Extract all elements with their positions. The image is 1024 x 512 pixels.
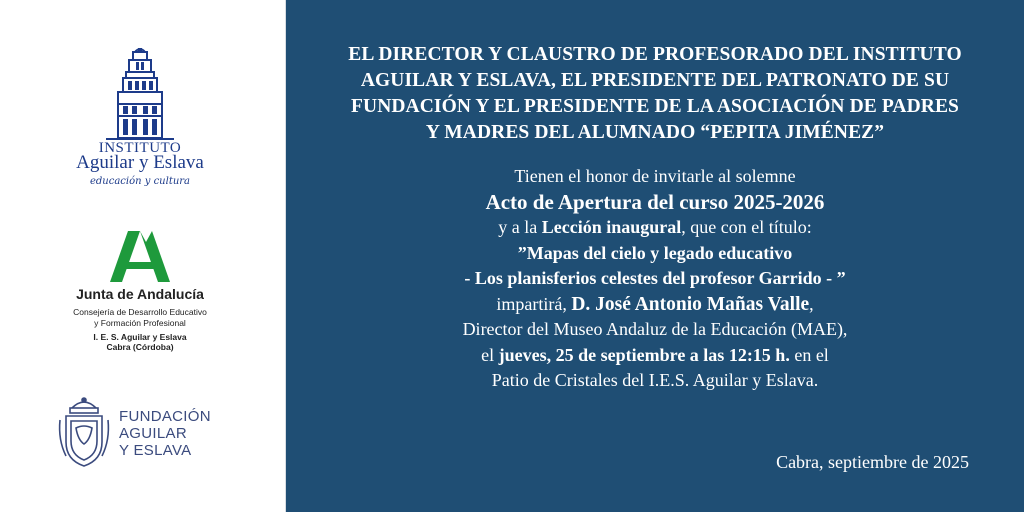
instituto-tagline: educación y cultura xyxy=(89,176,191,187)
coat-of-arms-icon xyxy=(56,394,112,470)
logos-panel xyxy=(0,0,285,512)
date-bold: jueves, 25 de septiembre a las 12:15 h. xyxy=(498,344,790,365)
junta-a-icon xyxy=(40,228,240,284)
place-line: Patio de Cristales del I.E.S. Aguilar y Eslava. xyxy=(491,370,819,390)
invitation-panel xyxy=(286,0,1024,512)
invitation-body xyxy=(306,164,1004,394)
fundacion-logo xyxy=(56,394,236,474)
heading-line-2: AGUILAR Y ESLAVA, EL PRESIDENTE DEL PATRONATO DE SU xyxy=(360,70,950,91)
intro-text: Tienen el honor de invitarle al solemne xyxy=(514,166,796,186)
lesson-bold: Lección inaugural xyxy=(541,217,682,237)
fundacion-line1: FUNDACIÓN xyxy=(119,408,211,425)
heading-line-1: EL DIRECTOR Y CLAUSTRO DE PROFESORADO DEL INSTITUTO xyxy=(348,44,962,65)
junta-consejeria: Consejería de Desarrollo Educativo xyxy=(73,307,207,317)
tower-icon xyxy=(40,44,240,140)
lecture-title-2: - Los planisferios celestes del profesor Garrido - ” xyxy=(464,268,846,288)
junta-consejeria-2: y Formación Profesional xyxy=(94,318,186,328)
invitation-heading xyxy=(306,42,1004,146)
heading-line-3: FUNDACIÓN Y EL PRESIDENTE DE LA ASOCIACIÓN DE PADRES xyxy=(351,96,959,117)
speaker-line xyxy=(306,292,1004,318)
lecture-title-1: ”Mapas del cielo y legado educativo xyxy=(517,242,793,263)
instituto-name: Aguilar y Eslava xyxy=(76,152,204,173)
date-pre: el xyxy=(481,344,499,365)
fundacion-line2: AGUILAR xyxy=(119,425,187,442)
event-title: Acto de Apertura del curso 2025-2026 xyxy=(485,189,825,214)
lesson-pre: y a la xyxy=(498,217,542,237)
speaker-pre: impartirá, xyxy=(496,293,572,314)
place-date-footer: Cabra, septiembre de 2025 xyxy=(776,452,969,472)
fundacion-line3: Y ESLAVA xyxy=(119,442,192,459)
junta-ies: I. E. S. Aguilar y Eslava xyxy=(93,332,187,342)
instituto-logo xyxy=(40,44,240,194)
junta-title: Junta de Andalucía xyxy=(76,286,204,302)
heading-line-4: Y MADRES DEL ALUMNADO “PEPITA JIMÉNEZ” xyxy=(425,122,885,143)
speaker-post: , xyxy=(809,293,814,314)
speaker-role: Director del Museo Andaluz de la Educación (MAE), xyxy=(462,319,848,339)
junta-logo xyxy=(40,228,240,358)
lesson-post: , que con el título: xyxy=(681,217,812,237)
instituto-label: INSTITUTO xyxy=(98,140,182,156)
date-post: en el xyxy=(789,344,829,365)
speaker-name: D. José Antonio Mañas Valle xyxy=(571,293,810,315)
date-line xyxy=(306,343,1004,369)
junta-city: Cabra (Córdoba) xyxy=(106,342,174,352)
lesson-line xyxy=(306,215,1004,241)
fundacion-name xyxy=(119,408,211,459)
